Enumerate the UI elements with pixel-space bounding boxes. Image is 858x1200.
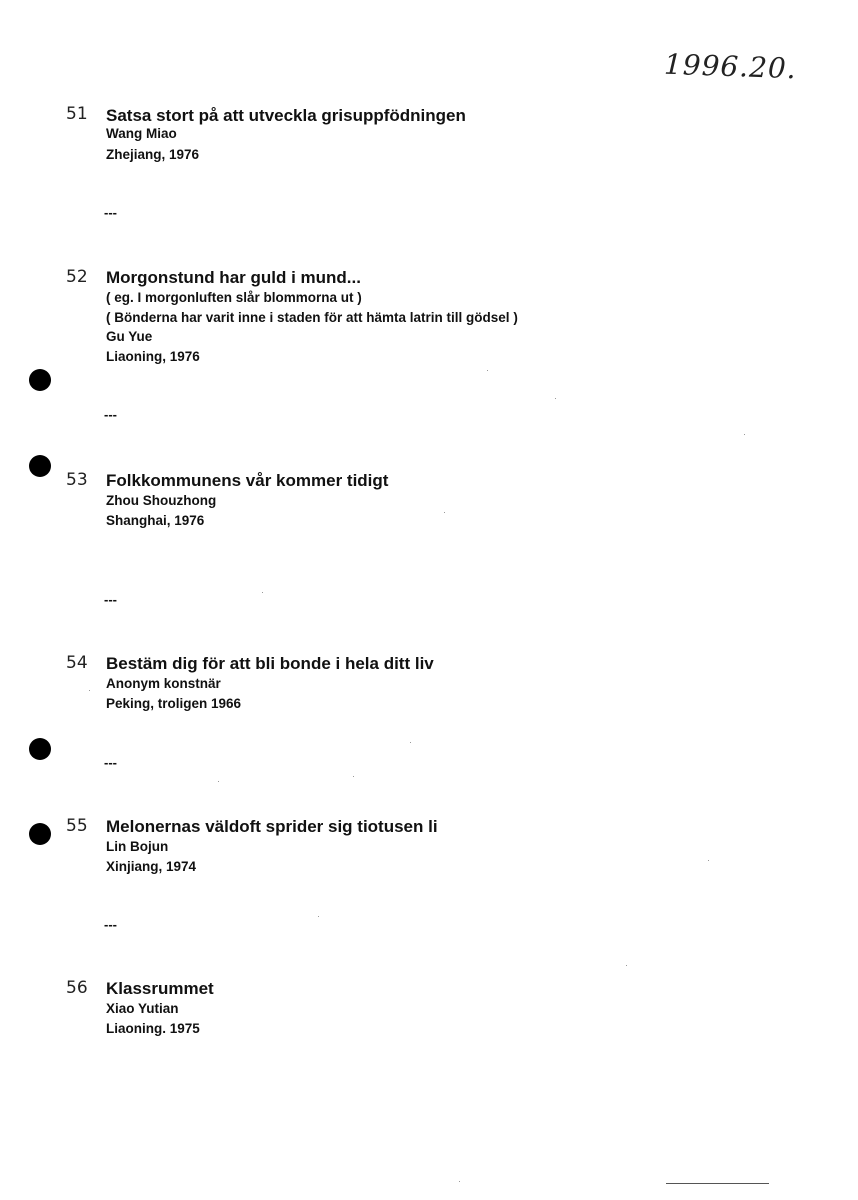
scan-speck: [626, 965, 627, 966]
scan-speck: [262, 592, 263, 593]
entry-origin: Shanghai, 1976: [106, 513, 205, 528]
scan-speck: [555, 398, 556, 399]
entry-note: ( eg. I morgonluften slår blommorna ut ): [106, 290, 362, 305]
entry-title: Morgonstund har guld i mund...: [106, 268, 361, 287]
scan-speck: [708, 860, 709, 861]
entry-title: Bestäm dig för att bli bonde i hela ditt liv: [106, 654, 434, 673]
entry-artist: Xiao Yutian: [106, 1001, 179, 1016]
entry-separator: ---: [104, 407, 117, 422]
entry-origin: Liaoning. 1975: [106, 1021, 200, 1036]
entry-note: ( Bönderna har varit inne i staden för att hämta latrin till gödsel ): [106, 310, 518, 325]
scan-speck: [410, 742, 411, 743]
entry-number: 51: [66, 104, 88, 124]
entry-origin: Liaoning, 1976: [106, 349, 200, 364]
scan-speck: [318, 916, 319, 917]
entry-title: Melonernas väldoft sprider sig tiotusen li: [106, 817, 438, 836]
entry-separator: ---: [104, 592, 117, 607]
scan-speck: [744, 434, 745, 435]
entry-title: Satsa stort på att utveckla grisuppfödningen: [106, 106, 466, 125]
scan-speck: [459, 1181, 460, 1182]
scan-speck: [353, 776, 354, 777]
handwritten-catalog-code: 1996.20.: [663, 47, 798, 86]
entry-number: 53: [66, 470, 88, 490]
punch-hole: [29, 455, 51, 477]
punch-hole: [29, 823, 51, 845]
entry-artist: Anonym konstnär: [106, 676, 221, 691]
entry-artist: Wang Miao: [106, 126, 177, 141]
entry-origin: Zhejiang, 1976: [106, 147, 200, 162]
entry-number: 52: [66, 267, 88, 287]
entry-title: Folkkommunens vår kommer tidigt: [106, 471, 389, 490]
entry-separator: ---: [104, 917, 117, 932]
entry-separator: ---: [104, 755, 117, 770]
entry-artist: Zhou Shouzhong: [106, 493, 217, 508]
scan-speck: [444, 512, 445, 513]
entry-separator: ---: [104, 205, 117, 220]
entry-artist: Gu Yue: [106, 329, 153, 344]
scan-speck: [487, 370, 488, 371]
entry-title: Klassrummet: [106, 979, 214, 998]
entry-origin: Peking, troligen 1966: [106, 696, 242, 711]
entry-artist: Lin Bojun: [106, 839, 169, 854]
entry-number: 54: [66, 653, 88, 673]
entry-number: 55: [66, 816, 88, 836]
footer-rule: [666, 1183, 769, 1184]
entry-number: 56: [66, 978, 88, 998]
punch-hole: [29, 369, 51, 391]
scan-speck: [89, 690, 90, 691]
punch-hole: [29, 738, 51, 760]
entry-origin: Xinjiang, 1974: [106, 859, 197, 874]
scan-speck: [218, 781, 219, 782]
